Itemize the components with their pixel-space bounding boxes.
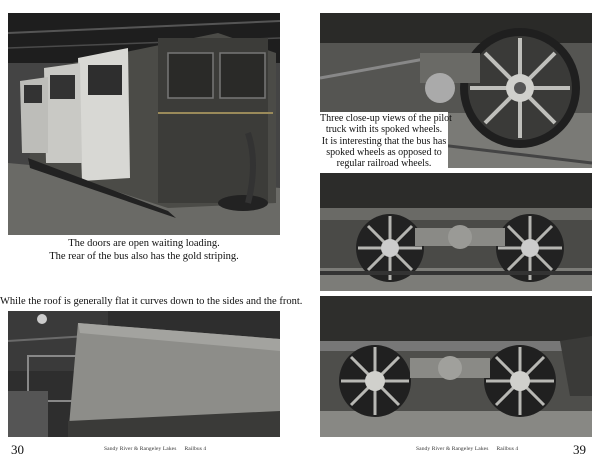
running-footer-title: Sandy River & Rangeley Lakes	[104, 446, 177, 452]
running-footer-issue: Railbus 4	[496, 446, 519, 452]
running-footer-title: Sandy River & Rangeley Lakes	[416, 446, 489, 452]
caption-line: It is interesting that the bus has	[321, 135, 447, 147]
photo-pilot-truck-3	[320, 296, 592, 437]
caption-line: spoked wheels as opposed to	[326, 146, 442, 158]
photo-bus-open-doors	[8, 13, 280, 235]
page-number-left: 30	[11, 442, 24, 457]
page-number-right: 39	[573, 442, 586, 457]
caption-line: The rear of the bus also has the gold striping.	[49, 250, 239, 262]
caption-roof	[0, 296, 303, 309]
photo-pilot-truck-2	[320, 173, 592, 291]
caption-pilot-truck	[320, 113, 452, 170]
caption-line: truck with its spoked wheels.	[325, 124, 443, 136]
caption-line: While the roof is generally flat it curves down to the sides and the front.	[0, 296, 303, 307]
caption-line: regular railroad wheels.	[336, 158, 432, 170]
caption-line: Three close-up views of the pilot	[320, 113, 452, 124]
running-footer-left	[104, 446, 206, 452]
caption-line: The doors are open waiting loading.	[68, 238, 220, 249]
photo-bus-roof	[8, 311, 280, 437]
running-footer-issue: Railbus 4	[184, 446, 207, 452]
caption-bus-open-doors	[8, 238, 280, 263]
running-footer-right	[416, 446, 518, 452]
